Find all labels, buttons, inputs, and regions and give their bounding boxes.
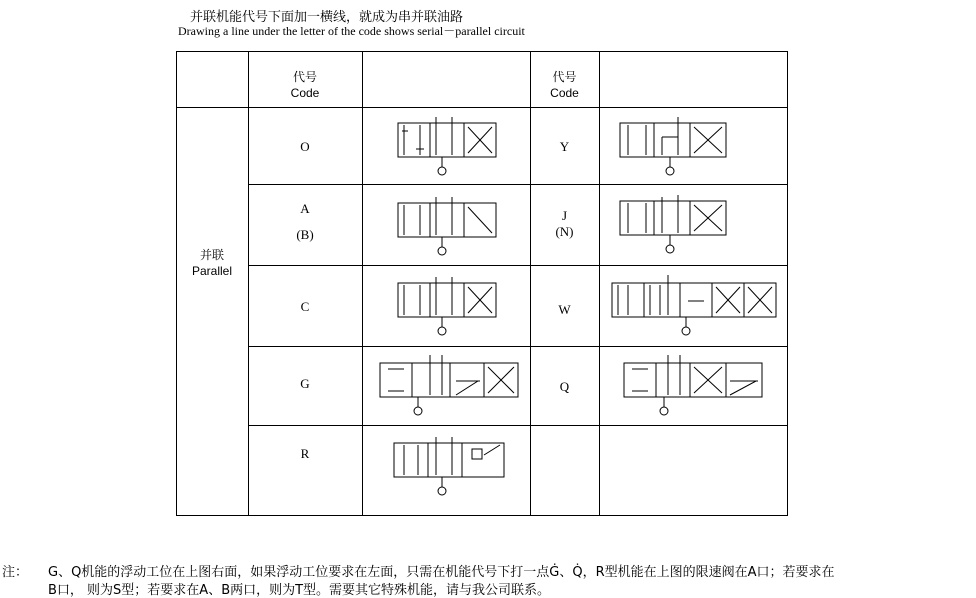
note-line-2: B口， 则为S型；若要求在A、B两口，则为T型。需要其它特殊机能，请与我公司联系。: [48, 583, 551, 598]
code-q: Q: [559, 379, 570, 394]
code-c: C: [300, 299, 310, 314]
valve-symbol-o: [394, 117, 504, 179]
header-code-left: [248, 69, 362, 101]
valve-symbol-j: [616, 195, 736, 257]
code-w: W: [558, 302, 571, 317]
code-a: A: [300, 201, 310, 216]
code-j-alt: (N): [555, 224, 574, 239]
caption-english: Drawing a line under the letter of the code shows serial－parallel circuit: [178, 24, 525, 38]
code-g: G: [300, 376, 310, 391]
note-label: 注：: [2, 565, 29, 580]
code-y: Y: [559, 139, 570, 154]
group-label-parallel: [176, 247, 248, 279]
valve-symbol-w: [608, 273, 780, 339]
header-code-en: Code: [550, 86, 579, 100]
valve-symbol-q: [620, 353, 768, 419]
code-j: J: [561, 208, 568, 223]
header-code-en: Code: [290, 86, 320, 100]
valve-symbol-y: [616, 117, 736, 179]
note-line-1: G、Q机能的浮动工位在上图右面，如果浮动工位要求在左面，只需在机能代号下打一点Ġ、Q̇，R型机能在上图的限速阀在A口；若要求在: [48, 565, 835, 580]
valve-symbol-g: [376, 353, 524, 419]
header-code-cn: 代号: [552, 70, 577, 84]
header-code-right: [530, 69, 599, 101]
code-r: R: [300, 446, 310, 461]
valve-symbol-r: [390, 435, 514, 499]
caption-chinese: 并联机能代号下面加一横线，就成为串并联油路: [190, 10, 464, 25]
code-o: O: [300, 139, 310, 154]
header-code-cn: 代号: [292, 70, 317, 84]
group-label-cn: 并联: [199, 248, 224, 262]
code-a-alt: (B): [296, 227, 314, 242]
group-label-en: Parallel: [191, 264, 233, 278]
valve-symbol-a: [394, 197, 504, 259]
function-code-table: [176, 51, 788, 516]
valve-symbol-c: [394, 277, 504, 339]
